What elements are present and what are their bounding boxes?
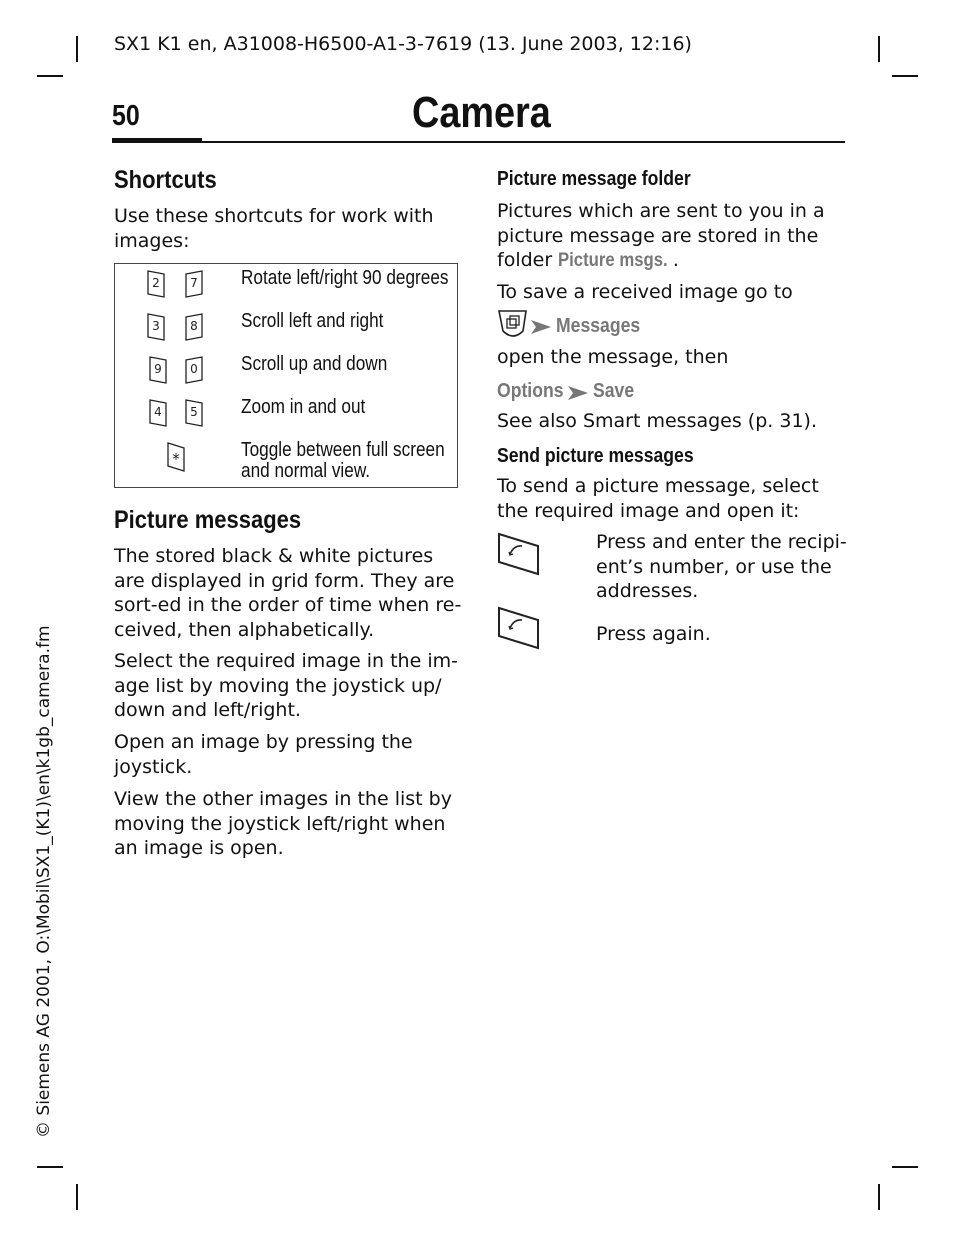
keypad-key-icon: 0 [185, 356, 203, 384]
page-number: 50 [112, 100, 140, 132]
shortcut-description: Rotate left/right 90 degrees [241, 267, 449, 289]
document-header: SX1 K1 en, A31008-H6500-A1-3-7619 (13. June 2003, 12:16) [114, 33, 692, 55]
picture-messages-heading: Picture messages [114, 506, 302, 534]
shortcuts-heading: Shortcuts [114, 166, 217, 194]
picture-messages-paragraph: Select the required image in the im-age list by moving the joystick up/ down and left/right. [114, 650, 458, 721]
shortcuts-intro: Use these shortcuts for work with images: [114, 205, 434, 252]
menu-key-icon [497, 309, 529, 341]
keypad-key-icon: 2 [147, 270, 165, 298]
shortcut-description: Scroll up and down [241, 353, 388, 375]
save-intro: To save a received image go to [497, 281, 793, 303]
page-title: Camera [412, 88, 551, 137]
crop-mark [37, 75, 63, 77]
menu-path-messages: Messages [556, 315, 641, 337]
picture-messages-paragraph: Open an image by pressing the joystick. [114, 731, 413, 778]
folder-paragraph: Pictures which are sent to you in a picture message are stored in the folder Picture msgs. . [497, 199, 847, 274]
keypad-key-icon: 5 [185, 399, 203, 427]
keypad-key-icon: 9 [149, 356, 167, 384]
menu-arrow-icon [530, 319, 552, 335]
shortcuts-table [114, 263, 458, 488]
page-number-bar [112, 138, 202, 143]
menu-arrow-icon [567, 385, 589, 401]
see-also-text: See also Smart messages (p. 31). [497, 410, 817, 432]
send-picture-messages-heading: Send picture messages [497, 445, 694, 467]
keypad-key-icon: 4 [149, 399, 167, 427]
save-label: Save [593, 380, 635, 402]
folder-name: Picture msgs. [558, 250, 668, 271]
picture-messages-paragraph: The stored black & white pictures are displayed in grid form. They are sort-ed in the order of time when re-ceived, then alphabetically. [114, 545, 462, 641]
crop-mark [37, 1166, 63, 1168]
send-step-1: Press and enter the recipi- ent’s number, or use the addresses. [596, 531, 847, 602]
keypad-key-icon: 8 [185, 313, 203, 341]
shortcut-description: Toggle between full screen and normal view. [241, 439, 445, 482]
crop-mark [892, 1166, 918, 1168]
shortcut-description: Zoom in and out [241, 396, 366, 418]
crop-mark [76, 36, 78, 62]
picture-message-folder-heading: Picture message folder [497, 168, 691, 190]
keypad-key-icon: 7 [185, 270, 203, 298]
picture-messages-paragraph: View the other images in the list by moving the joystick left/right when an image is open. [114, 788, 452, 859]
crop-mark [878, 36, 880, 62]
options-label: Options [497, 380, 564, 402]
send-step-2: Press again. [596, 623, 711, 645]
crop-mark [878, 1184, 880, 1210]
side-margin-text: © Siemens AG 2001, O:\Mobil\SX1_(K1)\en\k1gb_camera.fm [34, 625, 54, 1138]
crop-mark [892, 75, 918, 77]
keypad-key-icon: 3 [147, 313, 165, 341]
shortcut-description: Scroll left and right [241, 310, 384, 332]
title-rule [202, 141, 845, 143]
send-intro: To send a picture message, select the required image and open it: [497, 475, 819, 522]
open-then-text: open the message, then [497, 346, 729, 368]
keypad-key-icon: * [167, 442, 185, 472]
call-key-icon [497, 606, 541, 650]
crop-mark [76, 1184, 78, 1210]
call-key-icon [497, 532, 541, 576]
